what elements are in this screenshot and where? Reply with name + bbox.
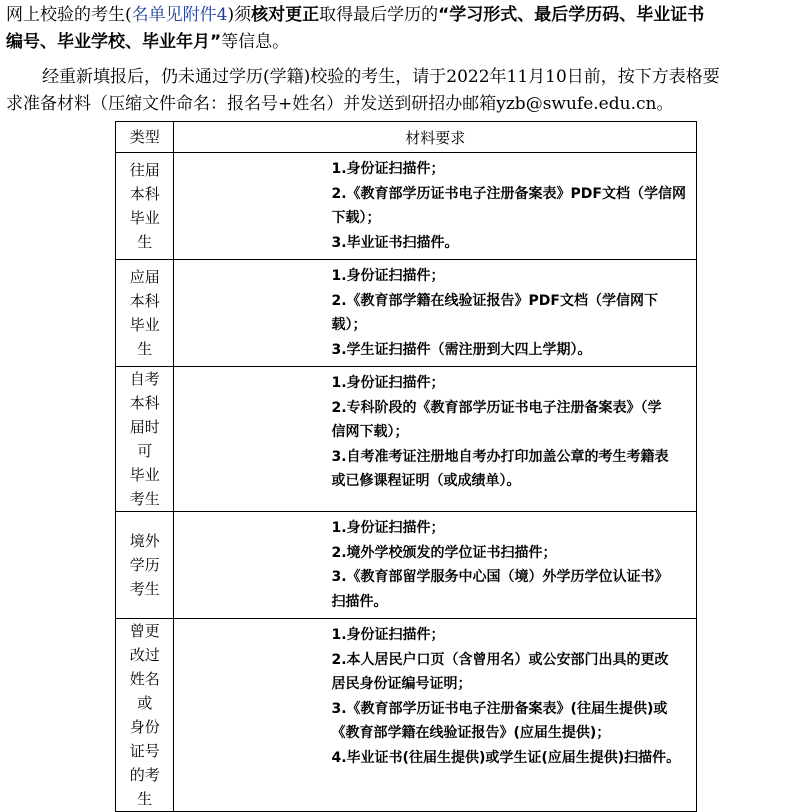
requirement-line: 3.《教育部留学服务中心国（境）外学历学位认证书》 — [331, 569, 669, 585]
row-requirements-cell — [174, 619, 697, 812]
requirement-line: 《教育部学籍在线验证报告》(应届生提供)； — [331, 725, 611, 741]
row-requirements-cell — [174, 153, 697, 260]
intro-text-b: )须 — [227, 5, 252, 25]
header-requirements: 材料要求 — [174, 122, 697, 153]
table-header-row — [116, 122, 697, 153]
table-row — [116, 512, 697, 619]
intro-text-c: 取得最后学历的 — [319, 5, 439, 25]
requirement-line: 载）； — [331, 317, 367, 333]
type-label: 往届本科毕业生 — [129, 161, 160, 251]
row-requirements-cell — [174, 367, 697, 512]
intro-line-1 — [6, 2, 802, 29]
type-label: 毕业考生 — [129, 466, 160, 508]
table-body — [116, 153, 697, 812]
requirement-line: 2.专科阶段的《教育部学历证书电子注册备案表》（学 — [331, 399, 662, 416]
requirement-line: 2.《教育部学籍在线验证报告》PDF文档（学信网下 — [331, 292, 658, 309]
email-address[interactable]: yzb@swufe.edu.cn — [496, 94, 657, 114]
requirement-line: 3.《教育部学历证书电子注册备案表》(往届生提供)或 — [331, 700, 668, 717]
row-type-cell — [116, 512, 174, 619]
requirement-line: 2.《教育部学历证书电子注册备案表》PDF文档（学信网 — [331, 185, 686, 202]
requirement-line: 或已修课程证明（或成绩单）。 — [331, 473, 521, 489]
type-label: 身份证号的考生 — [129, 718, 160, 808]
attachment-link[interactable]: 名单见附件4 — [131, 5, 228, 25]
requirement-line: 3.自考准考证注册地自考办打印加盖公章的考生考籍表 — [331, 448, 669, 465]
instruction-paragraph — [6, 64, 802, 118]
header-type: 类型 — [116, 122, 174, 153]
table-row — [116, 153, 697, 260]
table-row — [116, 619, 697, 812]
intro-bold-verify: 核对更正 — [251, 5, 320, 25]
requirement-line: 3.学生证扫描件（需注册到大四上学期）。 — [331, 341, 592, 358]
row-requirements-cell — [174, 512, 697, 619]
requirement-line: 居民身份证编号证明； — [331, 676, 472, 692]
requirement-line: 1.身份证扫描件； — [331, 520, 445, 536]
intro-bold-fields-cont: 编号、毕业学校、毕业年月” — [6, 32, 222, 52]
type-label: 曾更改过姓名或 — [129, 622, 160, 712]
requirement-line: 1.身份证扫描件； — [331, 161, 445, 177]
requirement-line: 4.毕业证书(往届生提供)或学生证(应届生提供)扫描件。 — [331, 749, 681, 766]
row-type-cell — [116, 619, 174, 812]
row-type-cell — [116, 367, 174, 512]
requirement-line: 3.毕业证书扫描件。 — [331, 234, 459, 251]
intro-paragraph — [6, 2, 802, 56]
intro-text-d: 等信息。 — [221, 32, 290, 52]
instruction-line-1: 经重新填报后，仍未通过学历(学籍)校验的考生，请于2022年11月10日前，按下方表格要 — [42, 67, 720, 87]
requirements-table — [115, 121, 697, 812]
row-type-cell — [116, 153, 174, 260]
type-label: 自考本科届时可 — [129, 370, 160, 460]
requirement-line: 扫描件。 — [331, 593, 388, 610]
requirement-line: 信网下载）； — [331, 424, 409, 440]
row-requirements-cell — [174, 260, 697, 367]
requirement-line: 2.境外学校颁发的学位证书扫描件； — [331, 544, 557, 561]
instruction-text-a: 求准备材料（压缩文件命名：报名号+姓名）并发送到研招办邮箱 — [6, 94, 497, 114]
type-label: 境外学历考生 — [129, 532, 160, 598]
instruction-text-b: 。 — [656, 94, 674, 114]
requirement-line: 1.身份证扫描件； — [331, 268, 445, 284]
intro-text-a: 网上校验的考生( — [6, 5, 132, 25]
requirement-line: 2.本人居民户口页（含曾用名）或公安部门出具的更改 — [331, 651, 669, 668]
instruction-line-2 — [6, 91, 802, 118]
intro-line-2 — [6, 29, 802, 56]
table-row — [116, 367, 697, 512]
intro-bold-fields: “学习形式、最后学历码、毕业证书 — [438, 5, 705, 25]
requirement-line: 1.身份证扫描件； — [331, 627, 445, 643]
type-label: 应届本科毕业生 — [129, 268, 160, 358]
row-type-cell — [116, 260, 174, 367]
requirement-line: 1.身份证扫描件； — [331, 375, 445, 391]
table-row — [116, 260, 697, 367]
requirement-line: 下载）； — [331, 210, 381, 226]
